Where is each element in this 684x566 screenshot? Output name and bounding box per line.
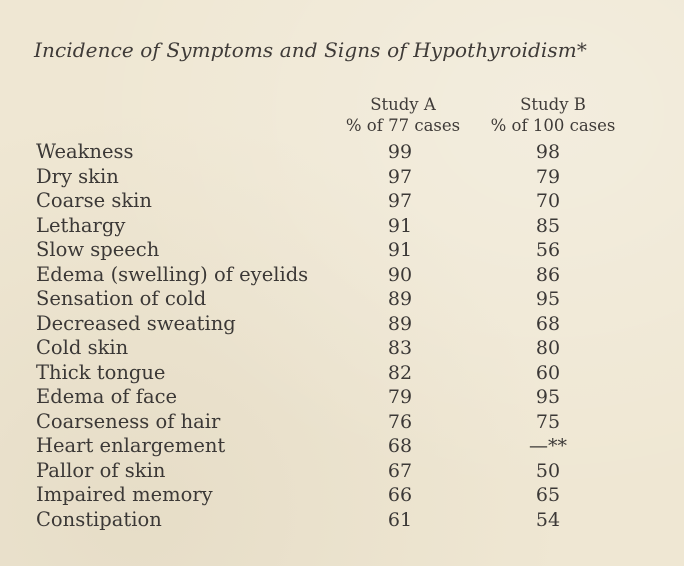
study-b-value: 85 bbox=[535, 214, 561, 237]
table-row bbox=[0, 263, 684, 288]
study-b-value: 56 bbox=[535, 239, 561, 261]
study-b-value: 95 bbox=[535, 288, 561, 310]
column-header-study-a-name: Study A bbox=[370, 95, 436, 114]
symptom-label: Coarseness of hair bbox=[36, 409, 221, 433]
table-row bbox=[0, 410, 684, 435]
column-header-study-b-name: Study B bbox=[520, 95, 586, 114]
study-b-value: 95 bbox=[535, 386, 561, 408]
study-b-value: 68 bbox=[535, 312, 561, 335]
table-row bbox=[0, 140, 684, 165]
study-a-value: 66 bbox=[387, 484, 413, 506]
column-header-study-a bbox=[331, 94, 475, 136]
symptom-label: Edema of face bbox=[36, 385, 178, 408]
table-row bbox=[0, 336, 684, 361]
study-b-value: 86 bbox=[535, 263, 561, 286]
study-a-value: 90 bbox=[387, 263, 413, 286]
study-b-value: 79 bbox=[535, 165, 561, 188]
study-a-value: 61 bbox=[387, 508, 413, 531]
symptom-label: Constipation bbox=[36, 507, 162, 531]
study-a-value: 82 bbox=[387, 361, 413, 384]
study-a-value: 67 bbox=[387, 459, 413, 482]
study-b-value: 80 bbox=[535, 337, 561, 359]
study-b-value: —** bbox=[529, 435, 567, 457]
study-a-value: 68 bbox=[387, 435, 413, 457]
symptom-label: Dry skin bbox=[36, 164, 119, 188]
table-title: Incidence of Symptoms and Signs of Hypothyroidism* bbox=[34, 38, 587, 62]
table-row bbox=[0, 434, 684, 459]
symptom-label: Lethargy bbox=[36, 213, 126, 237]
symptom-label: Thick tongue bbox=[36, 360, 166, 384]
symptom-label: Cold skin bbox=[36, 336, 129, 359]
symptom-table bbox=[0, 140, 684, 532]
symptom-label: Sensation of cold bbox=[36, 287, 207, 310]
table-row bbox=[0, 312, 684, 337]
study-b-value: 60 bbox=[535, 361, 561, 384]
table-row bbox=[0, 361, 684, 386]
table-row bbox=[0, 287, 684, 312]
table-row bbox=[0, 189, 684, 214]
study-a-value: 91 bbox=[387, 239, 413, 261]
study-b-value: 75 bbox=[535, 410, 561, 433]
study-a-value: 97 bbox=[387, 190, 413, 212]
table-row bbox=[0, 165, 684, 190]
study-b-value: 65 bbox=[535, 484, 561, 506]
symptom-label: Weakness bbox=[36, 140, 134, 163]
symptom-label: Edema (swelling) of eyelids bbox=[36, 262, 309, 286]
study-a-value: 99 bbox=[387, 141, 413, 163]
column-header-study-b bbox=[478, 94, 628, 136]
symptom-label: Pallor of skin bbox=[36, 458, 166, 482]
symptom-label: Decreased sweating bbox=[36, 311, 236, 335]
symptom-label: Impaired memory bbox=[36, 483, 213, 506]
study-b-value: 54 bbox=[535, 508, 561, 531]
table-row bbox=[0, 459, 684, 484]
study-a-value: 83 bbox=[387, 337, 413, 359]
table-row bbox=[0, 385, 684, 410]
table-row bbox=[0, 508, 684, 533]
table-row bbox=[0, 214, 684, 239]
study-a-value: 76 bbox=[387, 410, 413, 433]
study-b-value: 50 bbox=[535, 459, 561, 482]
study-a-value: 91 bbox=[387, 214, 413, 237]
study-b-value: 70 bbox=[535, 190, 561, 212]
symptom-label: Coarse skin bbox=[36, 189, 152, 212]
study-b-value: 98 bbox=[535, 141, 561, 163]
table-row bbox=[0, 483, 684, 508]
study-a-value: 97 bbox=[387, 165, 413, 188]
study-a-value: 89 bbox=[387, 288, 413, 310]
column-header-study-a-subtitle: % of 77 cases bbox=[345, 116, 461, 135]
symptom-label: Slow speech bbox=[36, 238, 160, 261]
study-a-value: 79 bbox=[387, 386, 413, 408]
study-a-value: 89 bbox=[387, 312, 413, 335]
column-header-study-b-subtitle: % of 100 cases bbox=[490, 116, 616, 135]
table-row bbox=[0, 238, 684, 263]
symptom-label: Heart enlargement bbox=[36, 434, 226, 457]
